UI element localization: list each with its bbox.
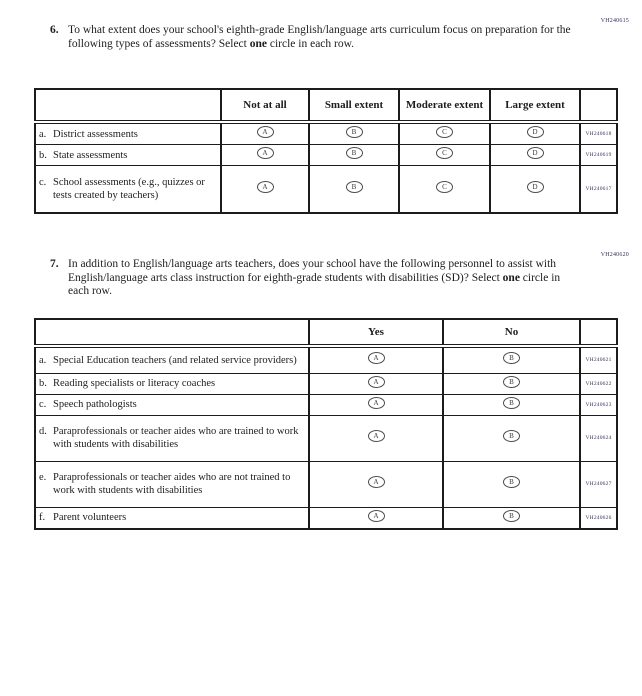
- row-letter: c.: [39, 176, 47, 188]
- row-code: VH240627: [580, 461, 617, 507]
- oval-letter: D: [532, 128, 538, 136]
- table-row: [35, 145, 617, 166]
- answer-oval[interactable]: [503, 510, 520, 522]
- table-header-row: [35, 319, 617, 346]
- oval-letter: A: [262, 182, 268, 191]
- row-letter: e.: [39, 472, 47, 483]
- answer-oval[interactable]: [257, 147, 274, 159]
- answer-oval[interactable]: [503, 476, 520, 488]
- answer-oval[interactable]: [368, 352, 385, 364]
- table-row: [35, 166, 617, 213]
- header-empty-code: [580, 319, 617, 346]
- question-7-text-bold: one: [502, 271, 520, 284]
- row-code: VH240626: [580, 507, 617, 529]
- answer-oval[interactable]: [346, 181, 363, 193]
- question-6-number: 6.: [50, 24, 59, 36]
- row-code: VH240619: [580, 145, 617, 166]
- header-no: No: [443, 319, 580, 346]
- question-7-table: [34, 318, 618, 530]
- question-7-text-post: circle in each row.: [68, 271, 561, 297]
- table-row: [35, 415, 617, 461]
- row-label-text: Paraprofessionals or teacher aides who are not trained to work with students with disabilities: [53, 472, 291, 496]
- question-7-number: 7.: [50, 258, 59, 270]
- oval-letter: B: [351, 149, 357, 157]
- row-letter: b.: [39, 149, 47, 161]
- row-code: VH240623: [580, 394, 617, 415]
- row-label-text: Speech pathologists: [53, 399, 137, 410]
- oval-letter: B: [509, 511, 514, 520]
- row-label-text: School assessments (e.g., quizzes or tests created by teachers): [53, 176, 205, 201]
- oval-letter: B: [509, 354, 514, 363]
- answer-oval[interactable]: [368, 397, 385, 409]
- answer-oval[interactable]: [436, 181, 453, 193]
- row-letter: d.: [39, 426, 47, 437]
- row-code: VH240617: [580, 166, 617, 213]
- oval-letter: B: [509, 478, 514, 486]
- answer-oval[interactable]: [368, 476, 385, 488]
- answer-oval[interactable]: [368, 376, 385, 388]
- oval-letter: A: [373, 432, 379, 440]
- question-7: [50, 258, 590, 299]
- question-7-margin-code: VH240620: [600, 252, 629, 258]
- question-6-text-pre: To what extent does your school's eighth-grade English/language arts curriculum focus on preparation for the following types of assessments? Select: [68, 24, 571, 50]
- answer-oval[interactable]: [368, 510, 385, 522]
- answer-oval[interactable]: [346, 126, 363, 138]
- oval-letter: C: [442, 128, 447, 136]
- question-7-text: [68, 258, 574, 299]
- answer-oval[interactable]: [503, 430, 520, 442]
- oval-letter: B: [509, 398, 514, 407]
- row-code: VH240621: [580, 346, 617, 373]
- oval-letter: B: [351, 182, 357, 191]
- oval-letter: A: [373, 511, 379, 520]
- row-label-text: Reading specialists or literacy coaches: [53, 378, 216, 389]
- question-6-text: [68, 24, 574, 51]
- answer-oval[interactable]: [257, 126, 274, 138]
- oval-letter: A: [373, 478, 379, 486]
- row-code: VH240624: [580, 415, 617, 461]
- header-empty-label: [35, 89, 221, 122]
- header-empty-label: [35, 319, 309, 346]
- table-row: [35, 346, 617, 373]
- table-header-row: [35, 89, 617, 122]
- question-6: [50, 24, 590, 51]
- row-label-text: District assessments: [53, 128, 138, 140]
- question-6-margin-code: VH240615: [600, 18, 629, 24]
- oval-letter: D: [532, 182, 538, 191]
- table-row: [35, 122, 617, 145]
- oval-letter: B: [351, 128, 357, 136]
- header-empty-code: [580, 89, 617, 122]
- answer-oval[interactable]: [346, 147, 363, 159]
- question-7-text-pre: In addition to English/language arts teachers, does your school have the following personnel to assist with English/language arts class instruction for eighth-grade students with disabilities (SD)? Select: [68, 258, 557, 284]
- oval-letter: D: [532, 149, 538, 157]
- answer-oval[interactable]: [503, 376, 520, 388]
- table-row: [35, 394, 617, 415]
- question-6-text-bold: one: [249, 37, 267, 50]
- oval-letter: A: [373, 354, 379, 363]
- oval-letter: A: [373, 398, 379, 407]
- answer-oval[interactable]: [503, 397, 520, 409]
- answer-oval[interactable]: [257, 181, 274, 193]
- header-small-extent: Small extent: [309, 89, 399, 122]
- row-letter: f.: [39, 512, 46, 523]
- header-large-extent: Large extent: [490, 89, 580, 122]
- answer-oval[interactable]: [527, 181, 544, 193]
- answer-oval[interactable]: [527, 126, 544, 138]
- row-label-text: Paraprofessionals or teacher aides who are trained to work with students with disabilities: [53, 426, 299, 450]
- row-code: VH240622: [580, 373, 617, 394]
- oval-letter: A: [373, 377, 379, 386]
- oval-letter: C: [442, 149, 447, 157]
- oval-letter: B: [509, 432, 514, 440]
- row-letter: b.: [39, 378, 47, 389]
- header-not-at-all: Not at all: [221, 89, 309, 122]
- table-row: [35, 507, 617, 529]
- answer-oval[interactable]: [436, 147, 453, 159]
- row-letter: a.: [39, 354, 47, 366]
- question-6-table: [34, 88, 618, 214]
- table-row: [35, 373, 617, 394]
- header-moderate-extent: Moderate extent: [399, 89, 490, 122]
- row-label-text: State assessments: [53, 149, 128, 161]
- answer-oval[interactable]: [527, 147, 544, 159]
- header-yes: Yes: [309, 319, 443, 346]
- answer-oval[interactable]: [436, 126, 453, 138]
- oval-letter: A: [262, 149, 268, 157]
- row-label-text: Special Education teachers (and related service providers): [53, 354, 297, 366]
- oval-letter: C: [442, 182, 447, 191]
- answer-oval[interactable]: [503, 352, 520, 364]
- row-code: VH240618: [580, 122, 617, 145]
- table-row: [35, 461, 617, 507]
- oval-letter: B: [509, 377, 514, 386]
- row-letter: a.: [39, 128, 47, 140]
- row-letter: c.: [39, 399, 47, 410]
- row-label-text: Parent volunteers: [53, 512, 127, 523]
- answer-oval[interactable]: [368, 430, 385, 442]
- oval-letter: A: [262, 128, 268, 136]
- question-6-text-post: circle in each row.: [266, 37, 355, 50]
